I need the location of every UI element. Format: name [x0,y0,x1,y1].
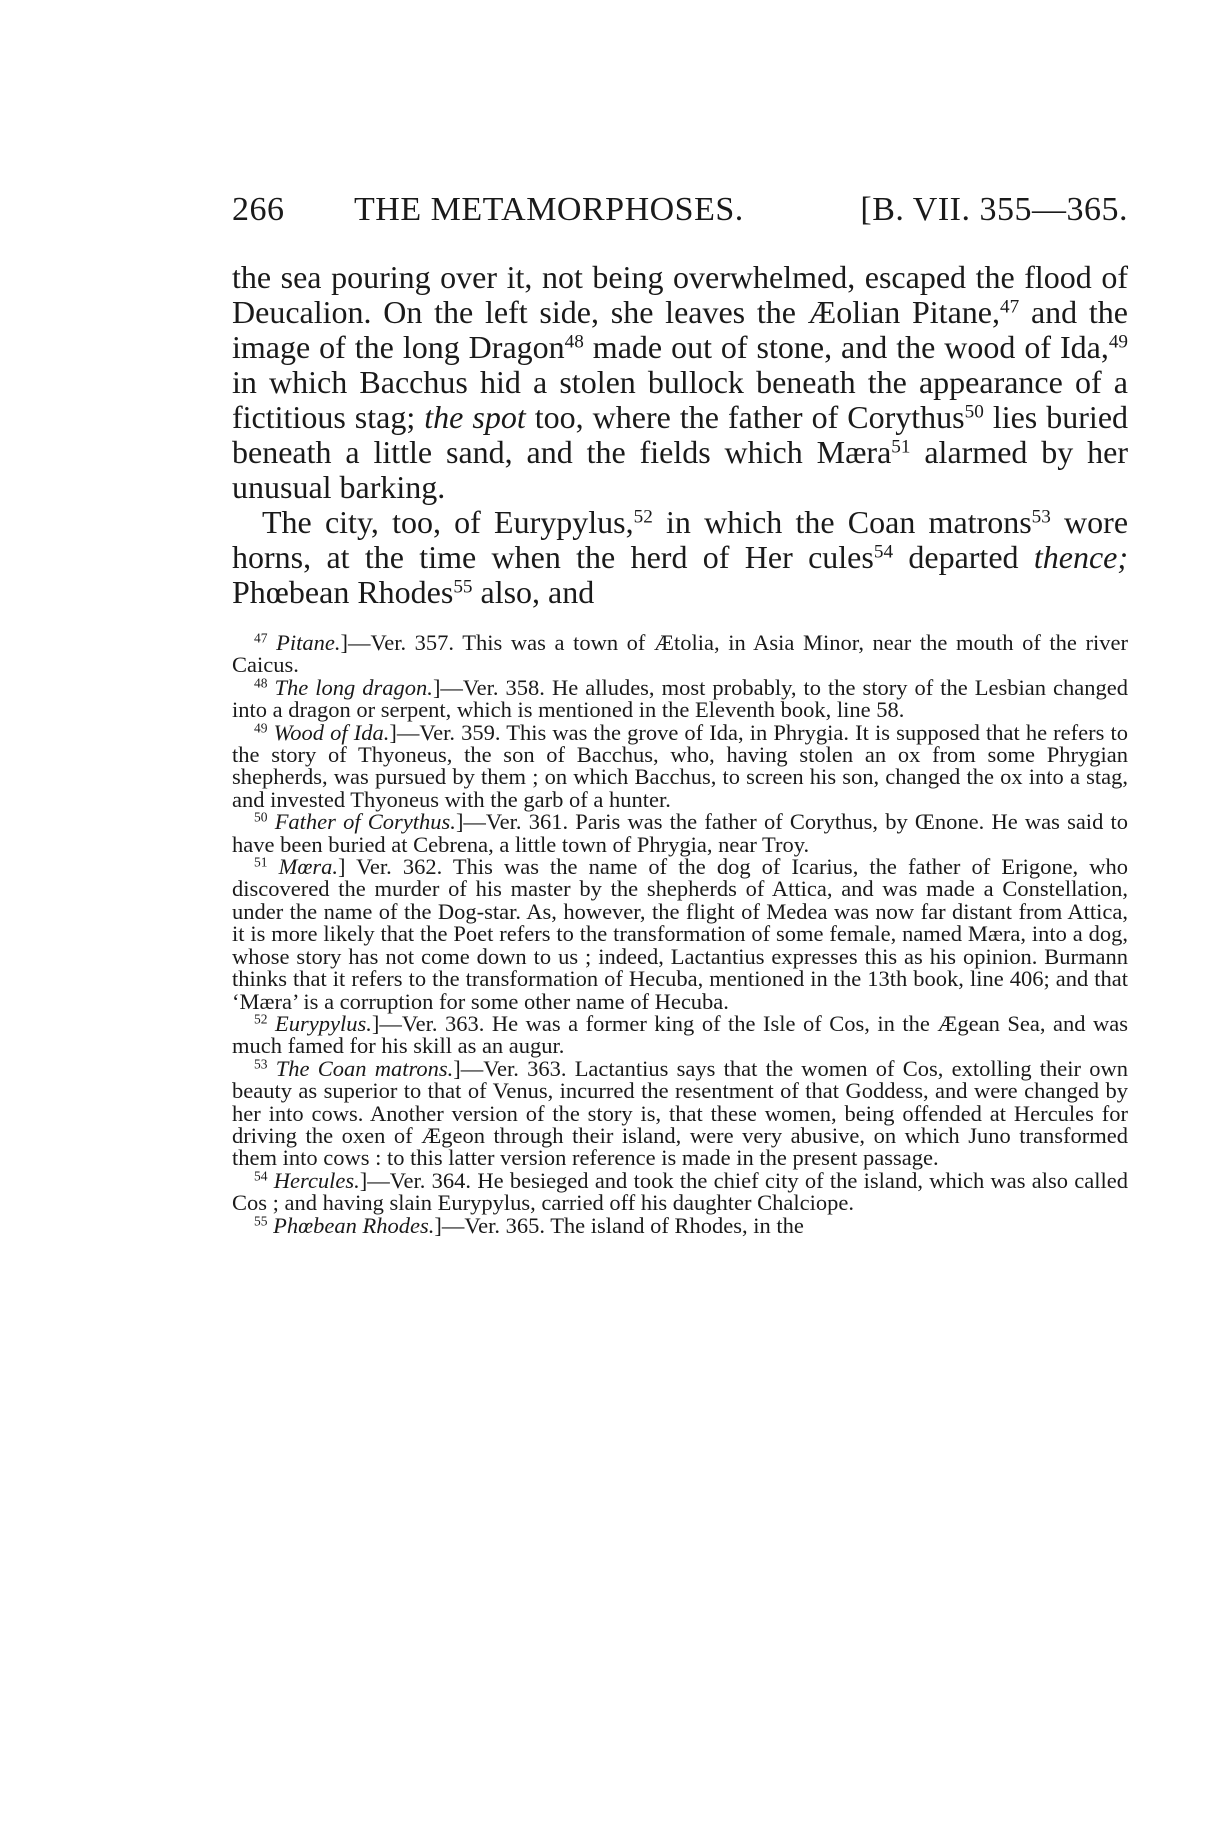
footnote-key: Eurypylus. [275,1010,372,1036]
text-run: also, and [472,574,595,610]
footnote-47 [232,632,1128,677]
footnotes [232,632,1128,1237]
main-text [232,260,1128,610]
paragraph-2 [232,505,1128,610]
footnote-key: Mœra. [278,854,338,880]
footnote-number: 54 [254,1168,268,1184]
footnote-ref-52: 52 [633,506,653,528]
text-run: in which the Coan matrons [652,504,1032,540]
footnote-48 [232,674,1128,723]
footnote-50 [232,811,1128,856]
footnote-key: The long dragon. [274,674,433,700]
footnote-key: Pitane. [276,630,341,655]
footnote-text: ]—Ver. 358. He alludes, most probably, to the story of the Lesbian changed into a dragon or serpent, which is mentioned in the Eleventh book, line 58. [232,674,1128,723]
footnote-number: 50 [254,809,268,825]
section-reference: [B. VII. 355—365. [860,191,1128,228]
footnote-key: Hercules. [273,1167,360,1193]
footnote-text: ]—Ver. 365. The island of Rhodes, in the [434,1212,804,1238]
text-run: and the image of the long Dragon [232,294,1129,365]
footnote-number: 49 [254,720,268,736]
footnote-ref-48: 48 [564,331,584,353]
footnote-ref-53: 53 [1031,506,1051,528]
footnote-number: 53 [254,1056,268,1072]
italic-text: the spot [424,399,526,435]
footnote-text: ]—Ver. 364. He besieged and took the chief city of the island, which was also called Cos ; and having slain Eurypylus, carried off his daughter Chalciope. [232,1167,1129,1216]
paragraph-1 [232,260,1128,505]
footnote-ref-47: 47 [999,296,1020,318]
text-run: alarmed by her unusual barking. [232,434,1129,505]
footnote-52 [232,1010,1129,1059]
text-run: The city, too, of Eurypylus, [262,504,634,540]
footnote-number: 55 [254,1213,268,1229]
footnote-number: 52 [254,1011,268,1027]
footnote-text: ]—Ver. 359. This was the grove of Ida, in Phrygia. It is supposed that he refers to the story of Thyoneus, the son of Bacchus, who, having stolen an ox from some Phrygian shepherds, was pursued by them ; on which Bacchus, to screen his son, changed the ox into a stag, and invested Thyoneus with the garb of a hunter. [232,719,1129,812]
footnote-ref-51: 51 [891,436,911,458]
running-head [232,186,1128,234]
text-run: the sea pouring over it, not being overwhelmed, escaped the flood of Deucalion. On the left side, she leaves the Æolian Pitane, [232,259,1128,330]
footnote-51 [232,856,1128,1013]
text-run: made out of stone, and the wood of Ida, [583,329,1109,365]
footnote-number: 48 [254,675,268,691]
footnote-text: ]—Ver. 361. Paris was the father of Corythus, by Œnone. He was said to have been buried at Cebrena, a little town of Phrygia, near Troy. [232,809,1129,857]
footnote-key: The Coan matrons. [275,1055,454,1081]
footnote-number: 51 [254,854,268,870]
footnote-key: Wood of Ida. [273,719,390,745]
text-run: too, where the father of Corythus [525,399,965,435]
footnote-54 [232,1167,1129,1216]
book-title: THE METAMORPHOSES. [354,191,744,228]
footnote-key: Phœbean Rhodes. [273,1212,435,1238]
footnote-53 [232,1055,1129,1171]
text-run: wore horns, at the time when the herd of Her cules [232,504,1129,575]
footnote-text: ]—Ver. 363. He was a former king of the Isle of Cos, in the Ægean Sea, and was much famed for his skill as an augur. [232,1010,1129,1059]
footnote-text: ] Ver. 362. This was the name of the dog of Icarius, the father of Erigone, who discovered the murder of his master by the shepherds of Attica, and was made a Constellation, under the name of the Dog-star. As, however, the flight of Medea was now far distant from Attica, it is more likely that the Poet refers to the transformation of some female, named Mæra, into a dog, whose story has not come down to us ; indeed, Lactantius expresses this as his opinion. Burmann thinks that it refers to the transformation of Hecuba, mentioned in the 13th book, line 406; and that ‘Mæra’ is a corruption for some other name of Hecuba. [232,854,1129,1014]
page-number: 266 [232,191,285,228]
footnote-ref-49: 49 [1108,331,1129,353]
footnote-number: 47 [254,630,268,646]
footnote-key: Father of Corythus. [274,809,456,835]
book-page [232,186,1128,1237]
footnote-ref-55: 55 [453,576,473,598]
italic-text: thence; [1033,539,1129,575]
footnote-ref-54: 54 [873,541,894,563]
footnote-ref-50: 50 [964,401,984,423]
footnote-text: ]—Ver. 363. Lactantius says that the women of Cos, extolling their own beauty as superior to that of Venus, incurred the resentment of that Goddess, and were changed by her into cows. Another version of the story is, that these women, being offended at Hercules for driving the oxen of Ægeon through their island, were very abusive, on which Juno transformed them into cows : to this latter version reference is made in the present passage. [232,1055,1129,1171]
text-run: Phœbean Rhodes [232,574,454,610]
text-run: departed [893,539,1034,575]
text-run: lies buried beneath a little sand, and the fields which Mæra [232,399,1129,470]
footnote-55 [232,1212,1128,1238]
footnote-text: ]—Ver. 357. This was a town of Ætolia, in Asia Minor, near the mouth of the river Caicus. [232,630,1128,678]
text-run: in which Bacchus hid a stolen bullock beneath the appearance of a fictitious stag; [232,364,1128,435]
footnote-49 [232,719,1129,812]
